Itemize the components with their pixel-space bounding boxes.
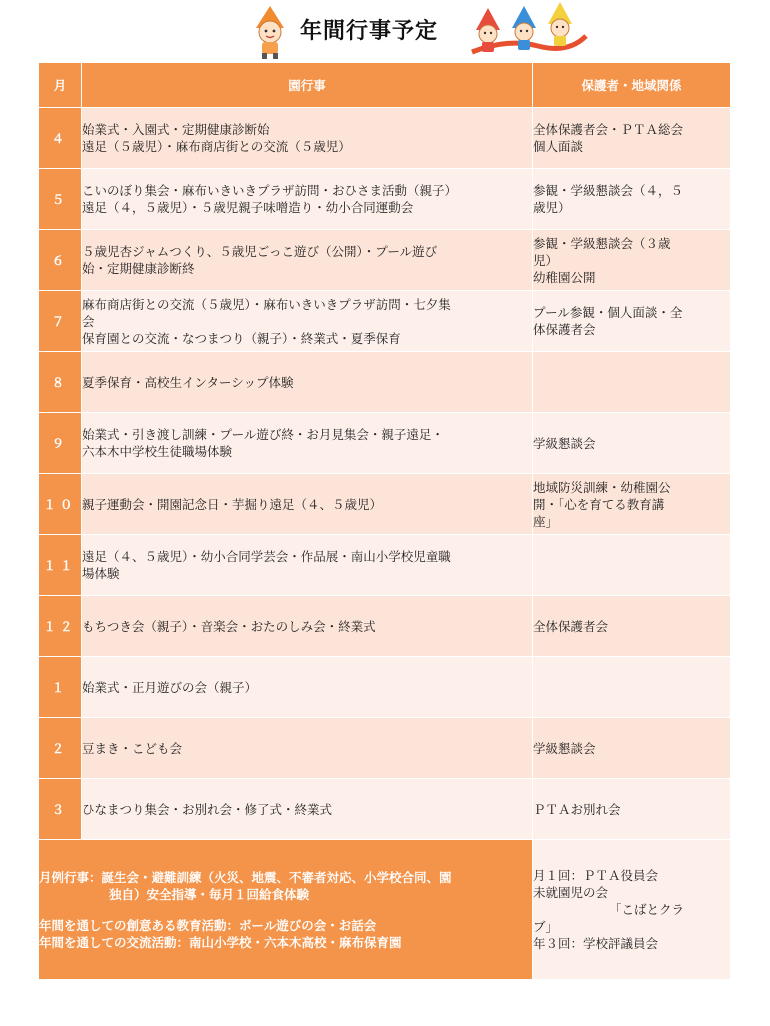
parent-event-line: 地域防災訓練・幼稚園公 <box>533 479 671 495</box>
parent-event-line: 児） <box>533 252 559 268</box>
events-cell <box>82 779 533 840</box>
event-line: 会 <box>82 313 95 329</box>
event-line: 場体験 <box>82 566 120 581</box>
event-line: 六本木中学校生徒職場体験 <box>82 444 233 459</box>
orange-hat-kid-icon <box>250 4 290 60</box>
header-events: 園行事 <box>82 63 533 108</box>
month-cell: ８ <box>39 352 82 413</box>
parent-event-line: 全体保護者会 <box>533 618 609 634</box>
footer-pta: 月１回：ＰＴＡ役員会 <box>533 868 659 883</box>
parent-event-line: ＰＴＡお別れ会 <box>533 801 621 817</box>
footer-council: 年３回：学校評議員会 <box>533 936 659 951</box>
parent-event-line: 学級懇談会 <box>533 435 596 451</box>
events-cell <box>82 108 533 169</box>
event-line: 始業式・入園式・定期健康診断始 <box>82 122 270 137</box>
events-cell <box>82 474 533 535</box>
event-line: 始・定期健康診断終 <box>82 261 195 276</box>
month-cell: ６ <box>39 230 82 291</box>
event-line: 夏季保育・高校生インターシップ体験 <box>82 374 294 390</box>
footer-club-name-cont: ブ」 <box>533 919 559 934</box>
parent-event-line: 個人面談 <box>533 139 584 154</box>
page-header <box>0 0 770 62</box>
parents-cell <box>533 779 731 840</box>
parent-event-line: 体保護者会 <box>533 322 596 337</box>
month-cell: ７ <box>39 291 82 352</box>
events-cell <box>82 169 533 230</box>
event-line: もちつき会（親子）・音楽会・おたのしみ会・終業式 <box>82 618 376 634</box>
month-cell: １２ <box>39 596 82 657</box>
event-line: 遠足（４，５歳児）・５歳児親子味噌造り・幼小合同運動会 <box>82 200 414 215</box>
table-row <box>39 291 731 352</box>
events-cell <box>82 718 533 779</box>
parents-cell <box>533 108 731 169</box>
footer-club: 未就園児の会 <box>533 885 609 900</box>
event-line: 麻布商店街との交流（５歳児）・麻布いきいきプラザ訪問・七夕集 <box>82 296 451 312</box>
table-row <box>39 413 731 474</box>
events-cell <box>82 352 533 413</box>
annual-schedule-table <box>38 62 731 980</box>
parents-cell <box>533 230 731 291</box>
three-kids-running-icon <box>468 2 588 62</box>
parent-event-line: プール参観・個人面談・全 <box>533 305 683 320</box>
events-cell <box>82 657 533 718</box>
events-cell <box>82 413 533 474</box>
footer-events <box>39 840 533 980</box>
table-row <box>39 718 731 779</box>
parents-cell <box>533 352 731 413</box>
parent-event-line: 全体保護者会・ＰＴＡ総会 <box>533 122 684 137</box>
parents-cell <box>533 413 731 474</box>
event-line: 始業式・正月遊びの会（親子） <box>82 679 258 695</box>
event-line: こいのぼり集会・麻布いきいきプラザ訪問・おひさま活動（親子） <box>82 183 458 198</box>
footer-monthly-cont: 独自）安全指導・毎月１回給食体験 <box>109 886 310 902</box>
month-cell: ３ <box>39 779 82 840</box>
events-cell <box>82 535 533 596</box>
events-cell <box>82 596 533 657</box>
parents-cell <box>533 535 731 596</box>
event-line: 豆まき・こども会 <box>82 740 183 756</box>
parents-cell <box>533 596 731 657</box>
footer-parents <box>533 840 731 980</box>
month-cell: ４ <box>39 108 82 169</box>
parent-event-line: 幼稚園公開 <box>533 269 596 285</box>
month-cell: １０ <box>39 474 82 535</box>
header-parents: 保護者・地域関係 <box>533 63 731 108</box>
event-line: ひなまつり集会・お別れ会・修了式・終業式 <box>82 801 333 817</box>
event-line: 親子運動会・開園記念日・芋掘り遠足（４、５歳児） <box>82 496 383 512</box>
parent-event-line: 歳児） <box>533 200 571 215</box>
footer-club-name: 「こばとクラ <box>608 902 684 917</box>
month-cell: ５ <box>39 169 82 230</box>
month-cell: ９ <box>39 413 82 474</box>
table-row <box>39 657 731 718</box>
parent-event-line: 開・「心を育てる教育講 <box>533 496 665 512</box>
parent-event-line: 学級懇談会 <box>533 740 596 756</box>
event-line: 遠足（５歳児）・麻布商店街との交流（５歳児） <box>82 139 351 154</box>
month-cell: ２ <box>39 718 82 779</box>
event-line: 遠足（４、５歳児）・幼小合同学芸会・作品展・南山小学校児童職 <box>82 549 451 564</box>
table-row <box>39 230 731 291</box>
month-cell: １１ <box>39 535 82 596</box>
table-row <box>39 596 731 657</box>
table-row <box>39 169 731 230</box>
table-row <box>39 352 731 413</box>
parents-cell <box>533 718 731 779</box>
table-row <box>39 108 731 169</box>
table-row <box>39 779 731 840</box>
table-row <box>39 535 731 596</box>
parent-event-line: 参観・学級懇談会（４，５ <box>533 183 684 198</box>
event-line: 始業式・引き渡し訓練・プール遊び終・お月見集会・親子遠足・ <box>82 427 444 442</box>
header-month: 月 <box>39 63 82 108</box>
table-row <box>39 474 731 535</box>
footer-creative: 年間を通しての創意ある教育活動：ボール遊びの会・お話会 <box>39 917 377 933</box>
parents-cell <box>533 291 731 352</box>
page-title: 年間行事予定 <box>300 19 439 44</box>
event-line: ５歳児杏ジャムつくり、５歳児ごっこ遊び（公開）・プール遊び <box>82 244 438 259</box>
parents-cell <box>533 657 731 718</box>
parents-cell <box>533 169 731 230</box>
events-cell <box>82 230 533 291</box>
parent-event-line: 座」 <box>533 513 559 529</box>
events-cell <box>82 291 533 352</box>
parents-cell <box>533 474 731 535</box>
parent-event-line: 参観・学級懇談会（３歳 <box>533 235 671 251</box>
month-cell: １ <box>39 657 82 718</box>
footer-monthly: 月例行事：誕生会・避難訓練（火災、地震、不審者対応、小学校合同、園 <box>39 869 452 885</box>
event-line: 保育園との交流・なつまつり（親子）・終業式・夏季保育 <box>82 330 401 346</box>
footer-exchange: 年間を通しての交流活動：南山小学校・六本木高校・麻布保育園 <box>39 934 402 950</box>
